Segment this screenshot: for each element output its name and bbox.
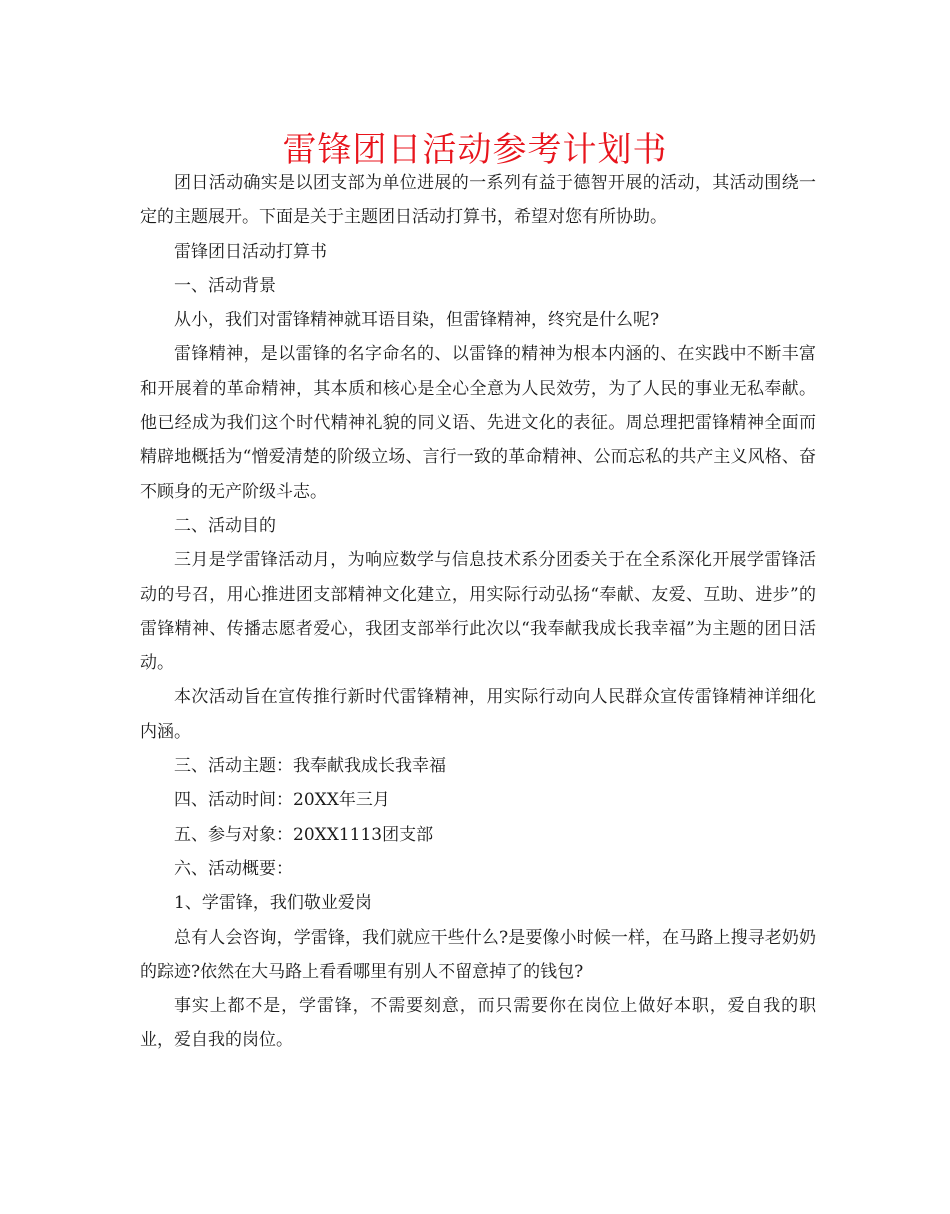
section-heading-purpose: 二、活动目的 [174, 515, 276, 536]
document-title: 雷锋团日活动参考计划书 [282, 130, 668, 170]
section-heading-time: 四、活动时间：20XX年三月 [174, 790, 390, 811]
paragraph-answer: 事实上都不是，学雷锋，不需要刻意，而只需要你在岗位上做好本职，爱自我的职业，爱自我的岗位。 [140, 996, 816, 1051]
paragraph-plan-heading: 雷锋团日活动打算书 [174, 241, 327, 262]
section-heading-theme: 三、活动主题：我奉献我成长我幸福 [174, 756, 446, 777]
paragraph-purpose-aim: 本次活动旨在宣传推行新时代雷锋精神，用实际行动向人民群众宣传雷锋精神详细化内涵。 [140, 687, 816, 742]
section-heading-overview: 六、活动概要： [174, 858, 293, 879]
paragraph-question: 总有人会咨询，学雷锋，我们就应干些什么?是要像小时候一样，在马路上搜寻老奶奶的踪迹?依然在大马路上看看哪里有别人不留意掉了的钱包? [140, 927, 816, 982]
subsection-heading-1: 1、学雷锋，我们敬业爱岗 [174, 893, 372, 914]
section-heading-background: 一、活动背景 [174, 275, 276, 296]
paragraph-leifeng-spirit: 雷锋精神，是以雷锋的名字命名的、以雷锋的精神为根本内涵的、在实践中不断丰富和开展着的革命精神，其本质和核心是全心全意为人民效劳，为了人民的事业无私奉献。他已经成为我们这个时代精神礼貌的同义语、先进文化的表征。周总理把雷锋精神全面而精辟地概括为“憎爱清楚的阶级立场、言行一致的革命精神、公而忘私的共产主义风格、奋不顾身的无产阶级斗志。 [140, 344, 816, 502]
section-heading-participants: 五、参与对象：20XX1113团支部 [174, 824, 434, 845]
document-body [140, 166, 816, 1058]
paragraph-background-question: 从小，我们对雷锋精神就耳语目染，但雷锋精神，终究是什么呢? [174, 310, 660, 331]
paragraph-intro: 团日活动确实是以团支部为单位进展的一系列有益于德智开展的活动，其活动围绕一定的主题展开。下面是关于主题团日活动打算书，希望对您有所协助。 [140, 173, 816, 228]
paragraph-purpose: 三月是学雷锋活动月，为响应数学与信息技术系分团委关于在全系深化开展学雷锋活动的号召，用心推进团支部精神文化建立，用实际行动弘扬“奉献、友爱、互助、进步”的雷锋精神、传播志愿者爱心，我团支部举行此次以“我奉献我成长我幸福”为主题的团日活动。 [140, 550, 816, 674]
